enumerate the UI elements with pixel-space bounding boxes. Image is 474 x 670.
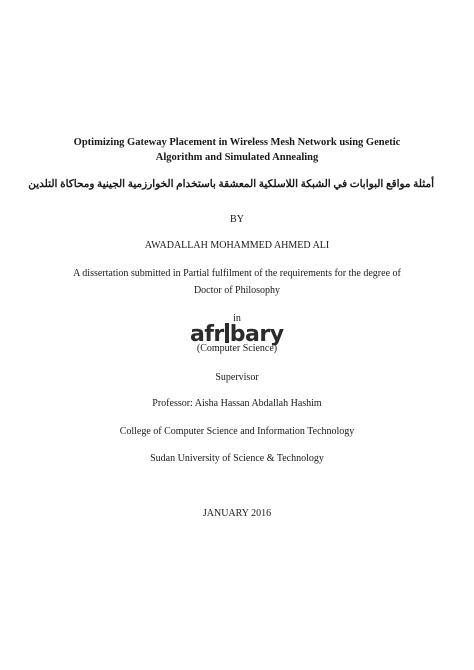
college-name: College of Computer Science and Information Technology bbox=[119, 426, 355, 437]
watermark-right-text: bary bbox=[229, 322, 284, 347]
author-name: AWADALLAH MOHAMMED AHMED ALI bbox=[144, 240, 330, 251]
university-name: Sudan University of Science & Technology bbox=[150, 453, 324, 464]
dissertation-line-1: A dissertation submitted in Partial fulfilment of the requirements for the degree of bbox=[73, 268, 401, 279]
title-line-2: Algorithm and Simulated Annealing bbox=[155, 152, 319, 163]
arabic-title: أمثلة مواقع البوابات في الشبكة اللاسلكية المعشقة باستخدام الخوارزمية الجينية ومحاكاة التلدين bbox=[28, 179, 434, 190]
watermark-left-text: afr bbox=[190, 322, 224, 347]
watermark-bar-icon bbox=[225, 323, 229, 343]
degree-name: Doctor of Philosophy bbox=[193, 285, 281, 296]
submission-date: JANUARY 2016 bbox=[202, 508, 272, 519]
by-label: BY bbox=[230, 214, 244, 225]
in-label: in bbox=[233, 313, 241, 324]
supervisor-label: Supervisor bbox=[215, 372, 259, 383]
field-of-study: (Computer Science) bbox=[196, 343, 278, 354]
title-line-1: Optimizing Gateway Placement in Wireless Mesh Network using Genetic bbox=[73, 137, 401, 148]
supervisor-name: Professor: Aisha Hassan Abdallah Hashim bbox=[152, 398, 322, 409]
